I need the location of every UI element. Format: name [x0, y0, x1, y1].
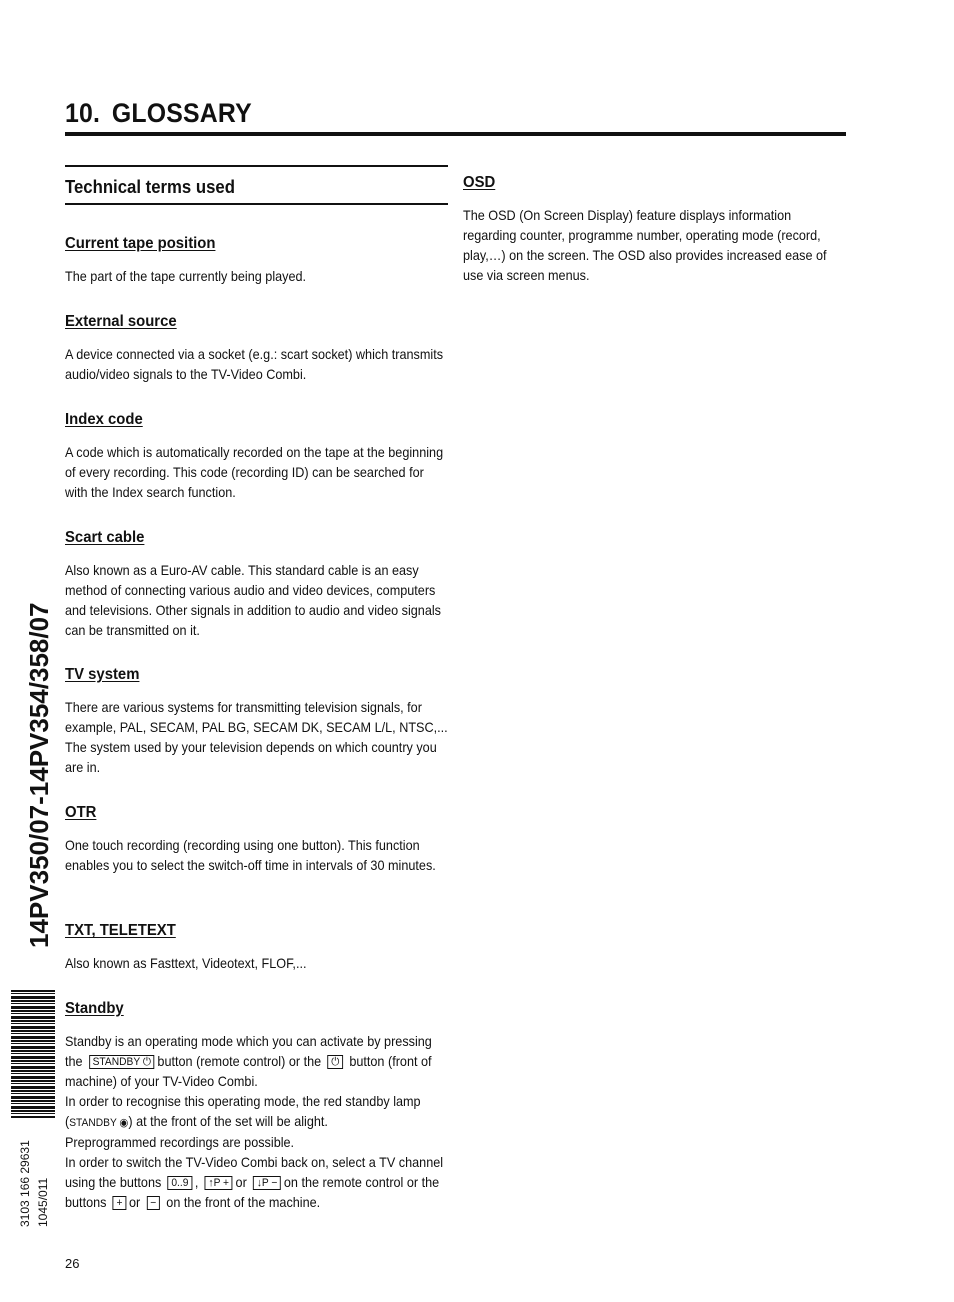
section-header-box — [65, 165, 448, 205]
chapter-title: GLOSSARY — [111, 98, 252, 128]
power-key: ⏻ — [327, 1055, 343, 1069]
side-model-number: 14PV350/07-14PV354/358/07 — [24, 602, 54, 948]
glossary-entry — [65, 666, 477, 778]
entry-definition: One touch recording (recording using one button). This function enables you to select the switch-off time in intervals of 30 minutes. — [65, 838, 436, 873]
chapter-heading — [65, 98, 252, 129]
glossary-entry — [463, 174, 875, 286]
entry-definition: The part of the tape currently being played. — [65, 269, 307, 284]
entry-definition: Standby is an operating mode which you can activate by pressing the STANDBY ⏻ button (remote control) or the ⏻ button (front of machine) of your TV-Video Combi. In order to recognise this operating mode, the red standby lamp (STANDBY ◉) at the front of the set will be alight. Preprogrammed recordings are possible. In order to switch the TV-Video Combi back on, select a TV channel using the buttons 0..9 , ↑P + or ↓P − on the remote control or the buttons + or − on the front of the machine. — [65, 1034, 444, 1210]
page-number: 26 — [65, 1256, 80, 1271]
left-column — [65, 165, 448, 1210]
glossary-entry — [65, 804, 477, 876]
entry-term: OTR — [65, 804, 97, 821]
entry-definition: The OSD (On Screen Display) feature displays information regarding counter, programme number, operating mode (record, play,…) on the screen. The OSD also provides increased ease of use via screen menus. — [463, 208, 827, 283]
entry-term: Current tape position — [65, 235, 216, 252]
entry-term: Standby — [65, 1000, 124, 1017]
chapter-number: 10. — [65, 98, 101, 128]
entry-definition: A device connected via a socket (e.g.: scart socket) which transmits audio/video signals to the TV-Video Combi. — [65, 347, 444, 382]
minus-key: − — [147, 1196, 160, 1210]
entry-definition: Also known as a Euro-AV cable. This standard cable is an easy method of connecting various audio and video devices, computers and televisions. Other signals in addition to audio and video signals can be transmitted on it. — [65, 563, 441, 638]
entry-term: Scart cable — [65, 529, 145, 546]
glossary-entry — [65, 922, 477, 974]
glossary-entry — [65, 235, 477, 287]
glossary-entry-standby — [65, 1000, 477, 1213]
side-document-version: 1045/011 — [36, 1177, 50, 1227]
entry-definition: A code which is automatically recorded on the tape at the beginning of every recording. This code (recording ID) can be searched for with the Index search function. — [65, 445, 444, 500]
digit-keys: 0..9 — [168, 1176, 193, 1190]
entry-term: Index code — [65, 411, 143, 428]
standby-lamp-label: STANDBY ◉ — [69, 1117, 129, 1129]
entry-term: TV system — [65, 666, 140, 683]
program-down-key: ↓P − — [253, 1176, 281, 1190]
entry-definition: Also known as Fasttext, Videotext, FLOF,... — [65, 956, 307, 971]
glossary-entry — [65, 529, 477, 641]
program-up-key: ↑P + — [205, 1176, 233, 1190]
entry-term: TXT, TELETEXT — [65, 922, 176, 939]
section-title: Technical terms used — [65, 177, 235, 197]
glossary-entry — [65, 411, 477, 503]
glossary-entry — [65, 313, 477, 385]
entry-term: OSD — [463, 174, 496, 191]
entry-definition: There are various systems for transmitting television signals, for example, PAL, SECAM, PAL BG, SECAM DK, SECAM L/L, NTSC,... The system used by your television depends on which country you are in. — [65, 700, 448, 775]
chapter-rule — [65, 132, 846, 136]
barcode-graphic — [11, 990, 55, 1118]
standby-key: STANDBY ⏻ — [89, 1055, 155, 1069]
entry-term: External source — [65, 313, 177, 330]
plus-key: + — [113, 1196, 126, 1210]
side-document-code: 3103 166 29631 — [18, 1140, 32, 1227]
